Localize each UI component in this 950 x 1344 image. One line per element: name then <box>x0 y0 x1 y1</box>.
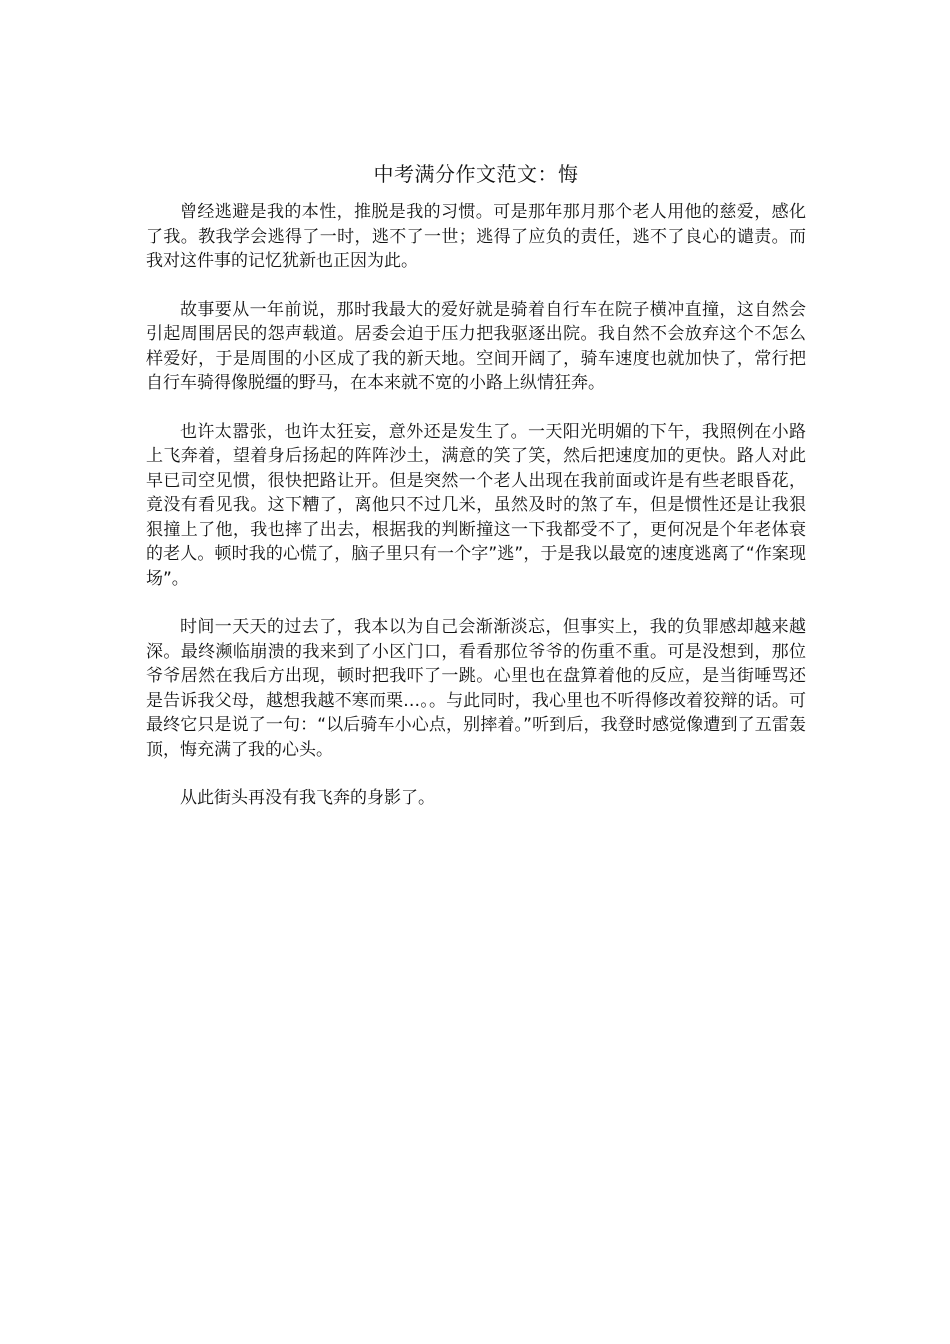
essay-title: 中考满分作文范文：悔 <box>373 162 579 186</box>
essay-paragraph-5: 从此街头再没有我飞奔的身影了。 <box>180 788 435 808</box>
essay-paragraph-1: 曾经逃避是我的本性，推脱是我的习惯。可是那年那月那个老人用他的慈爱，感化了我。教我学会逃得了一时，逃不了一世；逃得了应负的责任，逃不了良心的谴责。而我对这件事的记忆犹新也正因为此。 <box>146 202 806 271</box>
essay-body <box>146 160 806 835</box>
essay-paragraph-3: 也许太嚣张，也许太狂妄，意外还是发生了。一天阳光明媚的下午，我照例在小路上飞奔着，望着身后扬起的阵阵沙土，满意的笑了笑，然后把速度加的更快。路人对此早已司空见惯，很快把路让开。但是突然一个老人出现在我前面或许是有些老眼昏花，竟没有看见我。这下糟了，离他只不过几米，虽然及时的煞了车，但是惯性还是让我狠狠撞上了他，我也摔了出去，根据我的判断撞这一下我都受不了，更何况是个年老体衰的老人。顿时我的心慌了，脑子里只有一个字”逃”，于是我以最宽的速度逃离了“作案现场”。 <box>146 421 806 589</box>
essay-paragraph-2: 故事要从一年前说，那时我最大的爱好就是骑着自行车在院子横冲直撞，这自然会引起周围居民的怨声载道。居委会迫于压力把我驱逐出院。我自然不会放弃这个不怎么样爱好，于是周围的小区成了我的新天地。空间开阔了，骑车速度也就加快了，常行把自行车骑得像脱缰的野马，在本来就不宽的小路上纵情狂奔。 <box>146 299 806 393</box>
essay-paragraph-4: 时间一天天的过去了，我本以为自己会渐渐淡忘，但事实上，我的负罪感却越来越深。最终濒临崩溃的我来到了小区门口，看看那位爷爷的伤重不重。可是没想到，那位爷爷居然在我后方出现，顿时把我吓了一跳。心里也在盘算着他的反应，是当街唾骂还是告诉我父母，越想我越不寒而栗…。。与此同时，我心里也不听得修改着狡辩的话。可最终它只是说了一句：“以后骑车小心点，别摔着。”听到后，我登时感觉像遭到了五雷轰顶，悔充满了我的心头。 <box>146 617 806 760</box>
